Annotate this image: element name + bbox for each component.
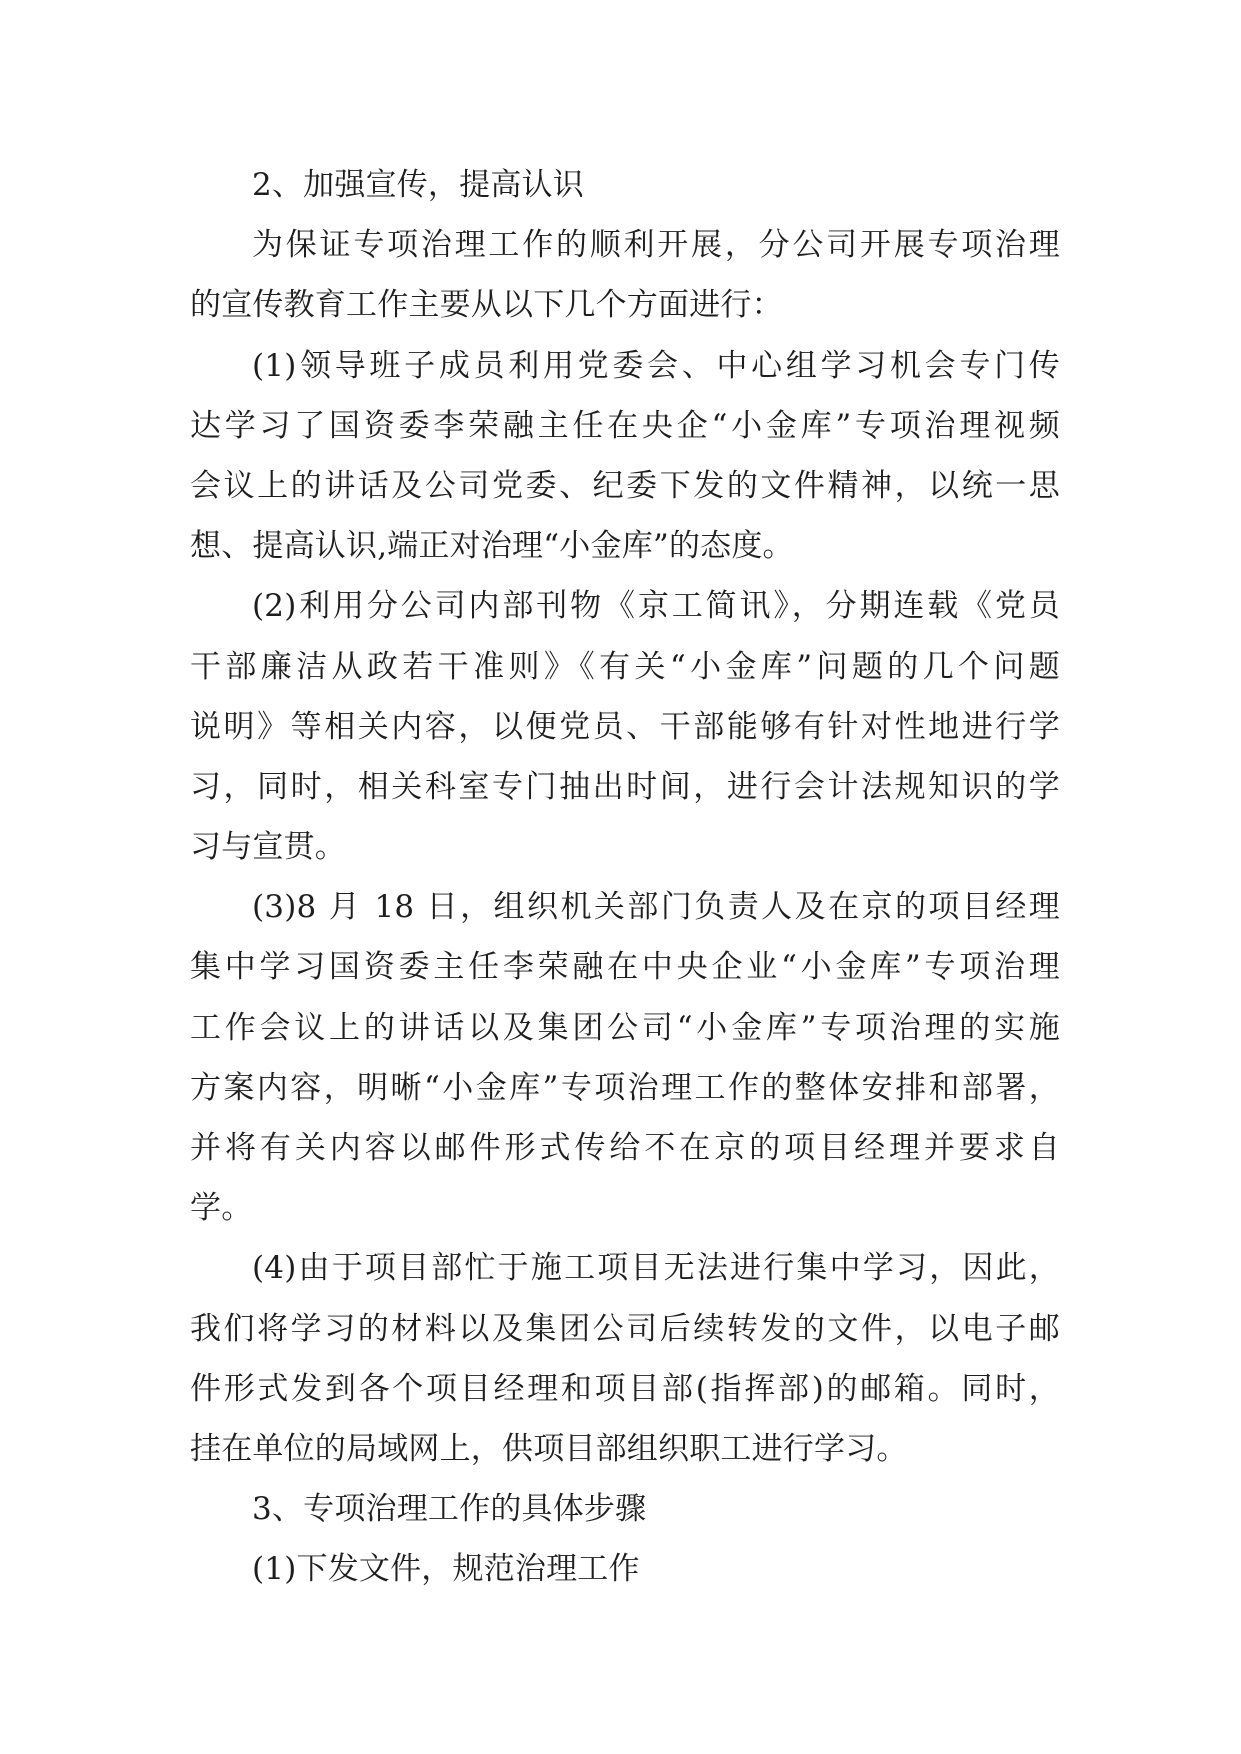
paragraph-intro-line-1: 为保证专项治理工作的顺利开展，分公司开展专项治理 <box>252 227 1060 264</box>
item-2-line-2: 干部廉洁从政若干准则》《有关“小金库”问题的几个问题 <box>190 648 1060 685</box>
item-4-line-4: 挂在单位的局域网上，供项目部组织职工进行学习。 <box>190 1430 908 1467</box>
item-2-line-1: (2)利用分公司内部刊物《京工简讯》，分期连载《党员 <box>252 588 1060 625</box>
item-2-line-4: 习，同时，相关科室专门抽出时间，进行会计法规知识的学 <box>190 768 1060 805</box>
item-1-line-1: (1)领导班子成员利用党委会、中心组学习机会专门传 <box>252 347 1060 384</box>
paragraph-intro-line-2: 的宣传教育工作主要从以下几个方面进行： <box>190 287 783 324</box>
section-heading-3: 3、专项治理工作的具体步骤 <box>252 1491 647 1528</box>
item-3-line-5: 并将有关内容以邮件形式传给不在京的项目经理并要求自 <box>190 1130 1060 1166</box>
item-2-line-3: 说明》等相关内容，以便党员、干部能够有针对性地进行学 <box>190 708 1060 745</box>
item-3-line-6: 学。 <box>190 1190 253 1227</box>
item-3-line-4: 方案内容，明晰“小金库”专项治理工作的整体安排和部署， <box>190 1069 1060 1106</box>
item-2-line-5: 习与宣贯。 <box>190 829 346 866</box>
subsection-heading-1: (1)下发文件，规范治理工作 <box>252 1551 640 1588</box>
item-4-line-2: 我们将学习的材料以及集团公司后续转发的文件，以电子邮 <box>190 1310 1060 1347</box>
item-4-line-3: 件形式发到各个项目经理和项目部(指挥部)的邮箱。同时， <box>190 1370 1060 1407</box>
item-4-line-1: (4)由于项目部忙于施工项目无法进行集中学习，因此， <box>252 1250 1060 1287</box>
item-3-line-1: (3)8 月 18 日，组织机关部门负责人及在京的项目经理 <box>252 889 1060 926</box>
item-1-line-3: 会议上的讲话及公司党委、纪委下发的文件精神，以统一思 <box>190 467 1060 504</box>
section-heading-2: 2、加强宣传，提高认识 <box>252 167 584 203</box>
document-body <box>190 155 1060 1600</box>
item-1-line-4: 想、提高认识,端正对治理“小金库”的态度。 <box>190 528 794 565</box>
item-3-line-2: 集中学习国资委主任李荣融在中央企业“小金库”专项治理 <box>190 949 1060 986</box>
item-1-line-2: 达学习了国资委李荣融主任在央企“小金库”专项治理视频 <box>190 407 1060 444</box>
item-3-line-3: 工作会议上的讲话以及集团公司“小金库”专项治理的实施 <box>190 1009 1060 1046</box>
